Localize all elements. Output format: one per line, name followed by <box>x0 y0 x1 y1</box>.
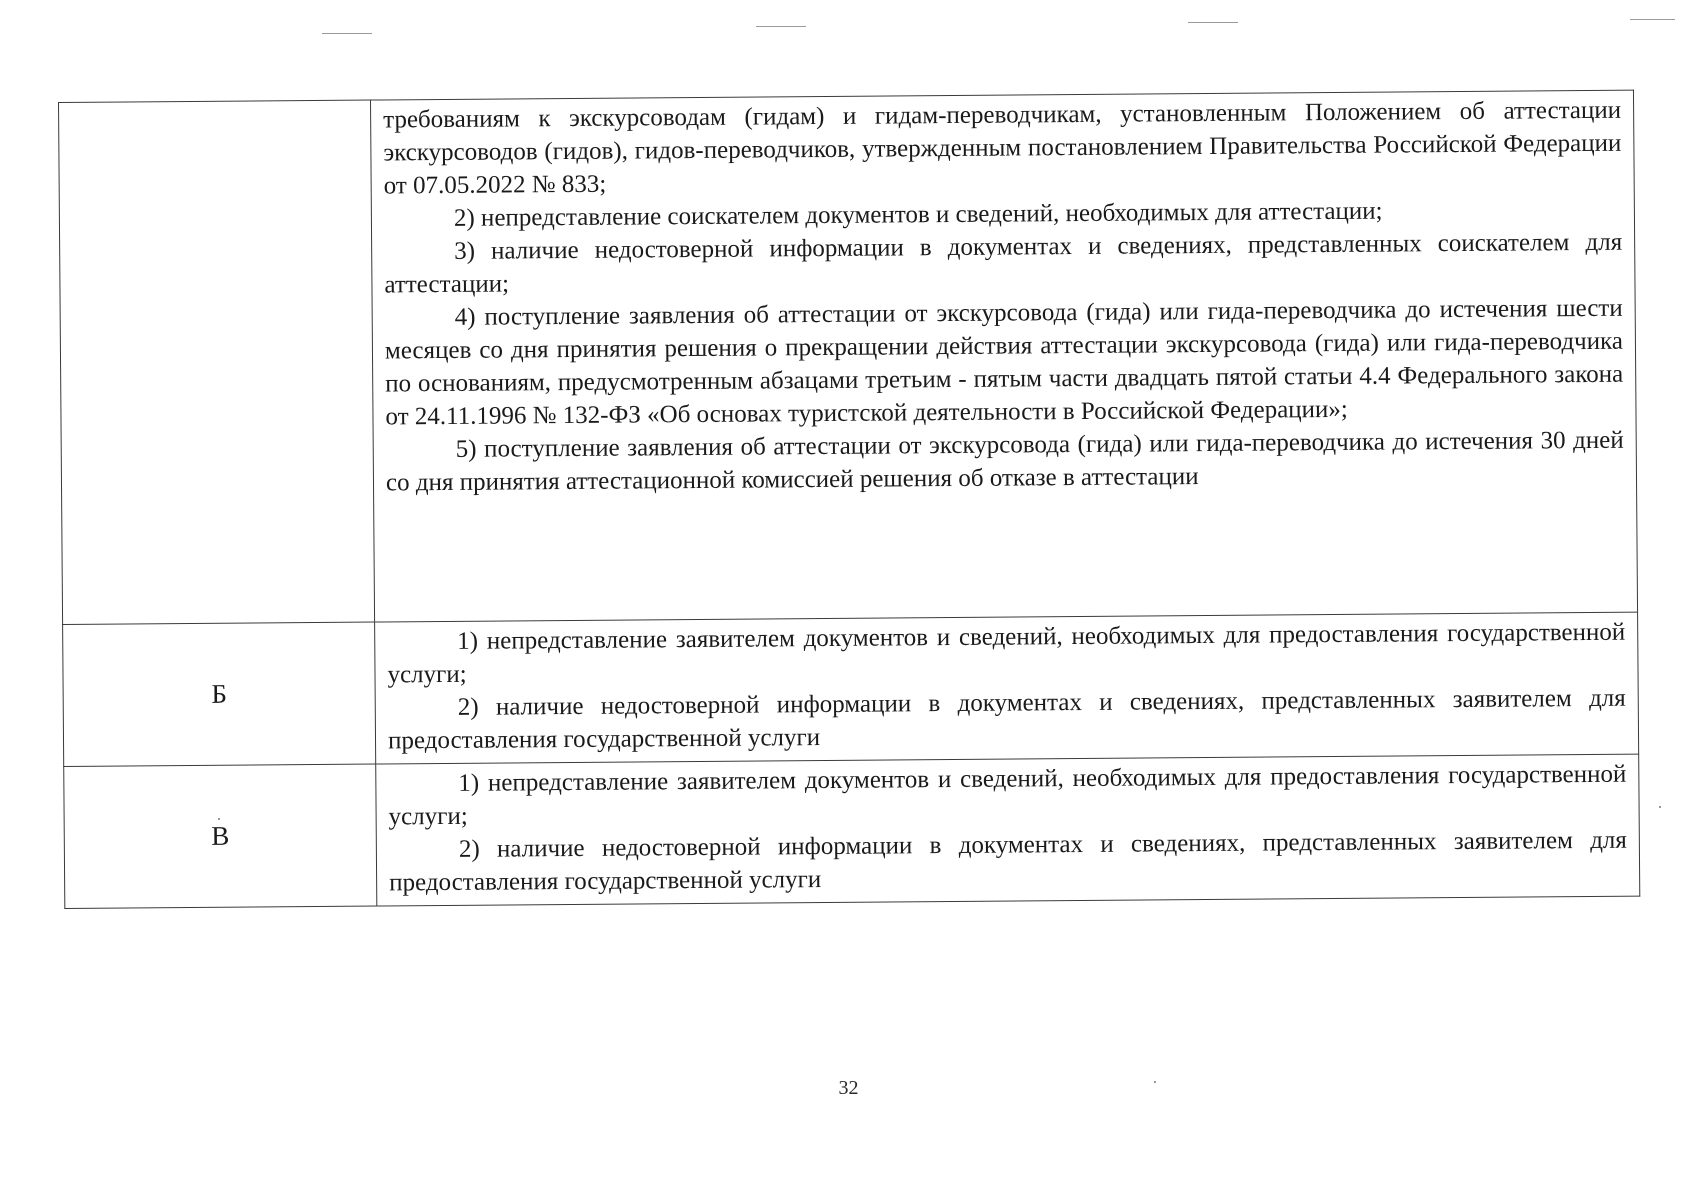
scan-speck <box>218 818 220 820</box>
paragraph: 1) непредставление заявителем документов и сведений, необходимых для предоставления государственной услуги; <box>388 760 1627 831</box>
paragraph: 2) наличие недостоверной информации в документах и сведениях, представленных заявителем для предоставления государственной услуги <box>389 826 1627 897</box>
paragraph: 3) наличие недостоверной информации в документах и сведениях, представленных соискателем для аттестации; <box>384 228 1623 299</box>
scan-artifact-line <box>1188 22 1238 23</box>
scan-speck <box>1659 806 1661 808</box>
paragraph: требованиям к экскурсоводам (гидам) и гидам-переводчикам, установленным Положением об аттестации экскурсоводов (гидов), гидов-переводчиков, утвержденным постановлением Правительства Российской Федерации от 07.05.2022 № 833; <box>383 96 1622 200</box>
paragraph: 1) непредставление заявителем документов и сведений, необходимых для предоставления государственной услуги; <box>387 618 1626 689</box>
page-number: 32 <box>838 1077 859 1099</box>
paragraph: 5) поступление заявления об аттестации от экскурсовода (гида) или гида-переводчика до истечения 30 дней со дня принятия аттестационной комиссией решения об отказе в аттестации <box>385 426 1624 497</box>
table-row <box>59 90 1638 624</box>
paragraph: 2) непредставление соискателем документов и сведений, необходимых для аттестации; <box>453 197 1383 232</box>
row-label: В <box>64 764 377 908</box>
paragraph: 4) поступление заявления об аттестации от экскурсовода (гида) или гида-переводчика до истечения шести месяцев со дня принятия решения о прекращении действия аттестации экскурсовода (гида) или гида-переводчика по основаниям, предусмотренным абзацами третьим - пятым части двадцать пятой статьи 4.4 Федерального закона от 24.11.1996 № 132-ФЗ «Об основах туристской деятельности в Российской Федерации»; <box>384 294 1624 431</box>
criteria-table <box>58 90 1640 909</box>
paragraph: 2) наличие недостоверной информации в документах и сведениях, представленных заявителем для предоставления государственной услуги <box>387 684 1626 755</box>
row-text-cell <box>370 90 1637 622</box>
row-label: Б <box>63 622 376 766</box>
scan-artifact-line <box>322 33 372 34</box>
scan-artifact-line <box>1630 19 1675 20</box>
row-text-cell <box>375 612 1639 764</box>
scan-artifact-line <box>756 26 806 27</box>
table-row <box>63 612 1639 766</box>
row-label <box>59 100 375 624</box>
table-row <box>64 754 1640 908</box>
row-text-cell <box>376 754 1640 906</box>
